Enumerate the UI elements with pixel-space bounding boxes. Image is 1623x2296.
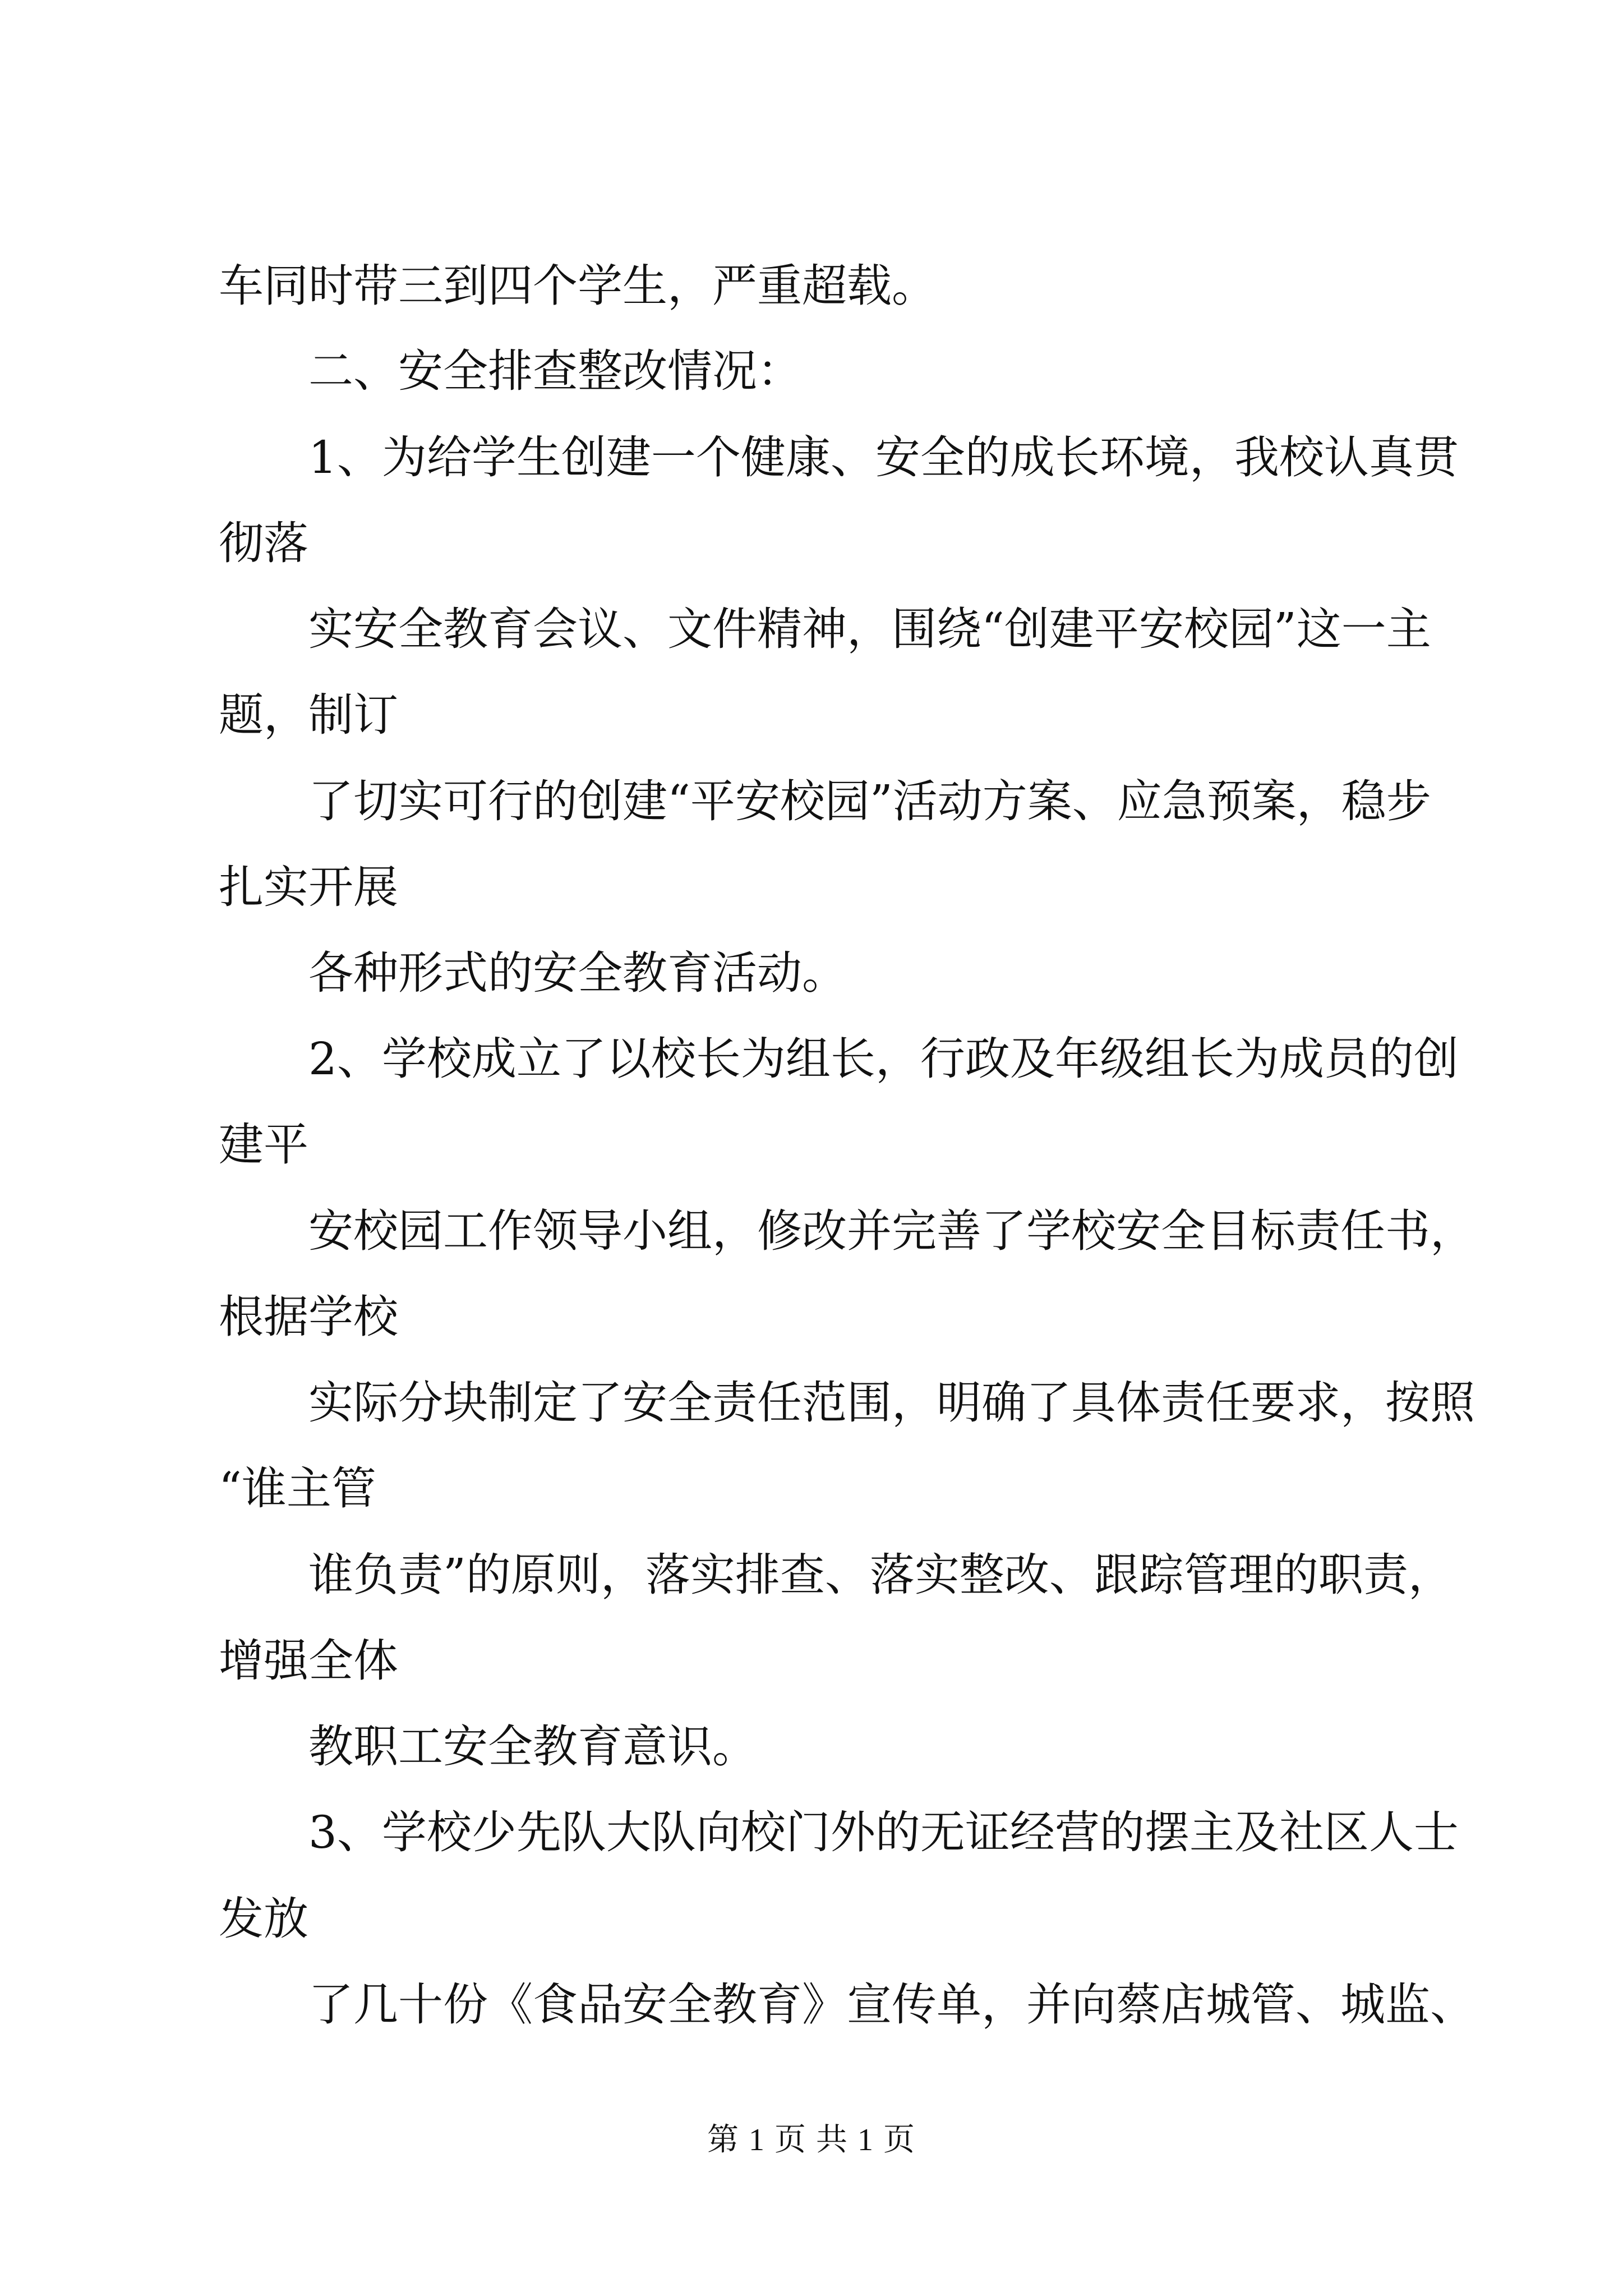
text-line: 2、学校成立了以校长为组长，行政及年级组长为成员的创 [308,1033,1459,1085]
text-line: 根据学校 [219,1291,398,1343]
text-line: 教职工安全教育意识。 [308,1720,757,1773]
text-line: 安校园工作领导小组，修改并完善了学校安全目标责任书， [308,1205,1475,1257]
text-line: 各种形式的安全教育活动。 [308,947,847,999]
text-line: 车同时带三到四个学生，严重超载。 [219,260,937,312]
text-line: 建平 [219,1119,308,1171]
section-heading: 二、安全排查整改情况： [308,345,802,397]
text-line: 彻落 [219,517,308,569]
text-line: 了几十份《食品安全教育》宣传单，并向蔡店城管、城监、 [308,1978,1475,2031]
text-line: 增强全体 [219,1635,398,1687]
text-line: 发放 [219,1893,308,1945]
text-line: 扎实开展 [219,861,398,913]
text-line: “谁主管 [219,1462,376,1515]
text-line: 3、学校少先队大队向校门外的无证经营的摆主及社区人士 [308,1806,1459,1858]
page-footer [0,2115,1623,2160]
text-line: 1、为给学生创建一个健康、安全的成长环境，我校认真贯 [308,431,1459,484]
text-line: 实际分块制定了安全责任范围，明确了具体责任要求，按照 [308,1377,1475,1429]
text-line: 实安全教育会议、文件精神，围绕“创建平安校园”这一主 [308,603,1431,655]
text-line: 了切实可行的创建“平安校园”活动方案、应急预案，稳步 [308,775,1431,827]
text-line: 题，制订 [219,689,398,741]
text-line: 谁负责”的原则，落实排查、落实整改、跟踪管理的职责， [308,1549,1453,1601]
page-number: 第 1 页 共 1 页 [707,2123,916,2157]
